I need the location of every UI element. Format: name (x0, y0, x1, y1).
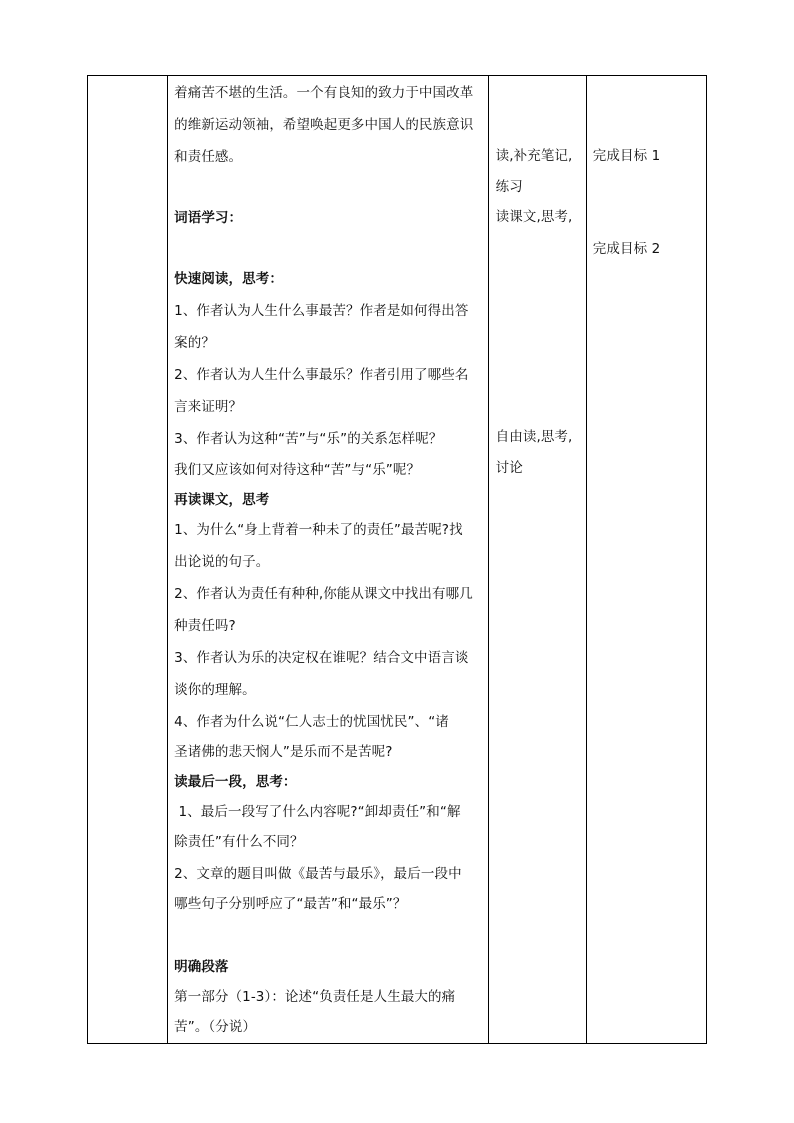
question-line: 1、作者认为人生什么事最苦？作者是如何得出答 (174, 303, 469, 319)
question-line: 1、最后一段写了什么内容呢?“卸却责任”和“解 (174, 804, 461, 820)
activity-text: 读,补充笔记, (495, 148, 573, 164)
question-line: 除责任”有什么不同？ (174, 834, 304, 850)
question-line: 出论说的句子。 (174, 554, 270, 570)
main-content-cell (168, 76, 489, 1044)
table-row (88, 76, 707, 1044)
question-line: 3、作者认为这种“苦”与“乐”的关系怎样呢？ (174, 431, 443, 447)
goals-cell (586, 76, 706, 1044)
lesson-plan-table (87, 75, 707, 1044)
question-line: 2、作者认为责任有种种,你能从课文中找出有哪几 (174, 586, 473, 602)
paragraph-line: 第一部分（1-3）：论述“负责任是人生最大的痛 (174, 989, 456, 1005)
question-line: 言来证明？ (174, 399, 243, 415)
question-line: 4、作者为什么说“仁人志士的忧国忧民”、“诸 (174, 714, 449, 730)
intro-line: 的维新运动领袖，希望唤起更多中国人的民族意识 (174, 117, 474, 133)
intro-line: 着痛苦不堪的生活。一个有良知的致力于中国改革 (174, 85, 474, 101)
activities-cell (488, 76, 586, 1044)
empty-left-cell (88, 76, 168, 1044)
activity-text: 自由读,思考, (495, 429, 573, 445)
question-line: 2、作者认为人生什么事最乐？作者引用了哪些名 (174, 367, 469, 383)
question-line: 案的？ (174, 335, 215, 351)
quick-read-heading: 快速阅读，思考： (174, 271, 283, 287)
question-line: 圣诸佛的悲天悯人”是乐而不是苦呢? (174, 744, 393, 760)
activity-text: 练习 (495, 179, 523, 195)
goal-text: 完成目标 1 (592, 148, 661, 164)
question-line: 1、为什么“身上背着一种未了的责任”最苦呢?找 (174, 522, 463, 538)
reread-heading: 再读课文，思考 (174, 492, 270, 508)
vocab-heading: 词语学习： (174, 210, 243, 226)
question-line: 3、作者认为乐的决定权在谁呢？结合文中语言谈 (174, 650, 469, 666)
question-line: 2、文章的题目叫做《最苦与最乐》，最后一段中 (174, 866, 462, 882)
paragraph-heading: 明确段落 (174, 959, 229, 975)
paragraph-line: 苦”。（分说） (174, 1019, 257, 1035)
question-line: 谈你的理解。 (174, 682, 256, 698)
last-para-heading: 读最后一段，思考： (174, 774, 297, 790)
question-line: 我们又应该如何对待这种“苦”与“乐”呢？ (174, 462, 421, 478)
activity-text: 读课文,思考, (495, 209, 573, 225)
question-line: 哪些句子分别呼应了“最苦”和“最乐”？ (174, 896, 407, 912)
intro-line: 和责任感。 (174, 149, 243, 165)
question-line: 种责任吗? (174, 618, 236, 634)
goal-text: 完成目标 2 (592, 241, 661, 257)
activity-text: 讨论 (495, 460, 523, 476)
